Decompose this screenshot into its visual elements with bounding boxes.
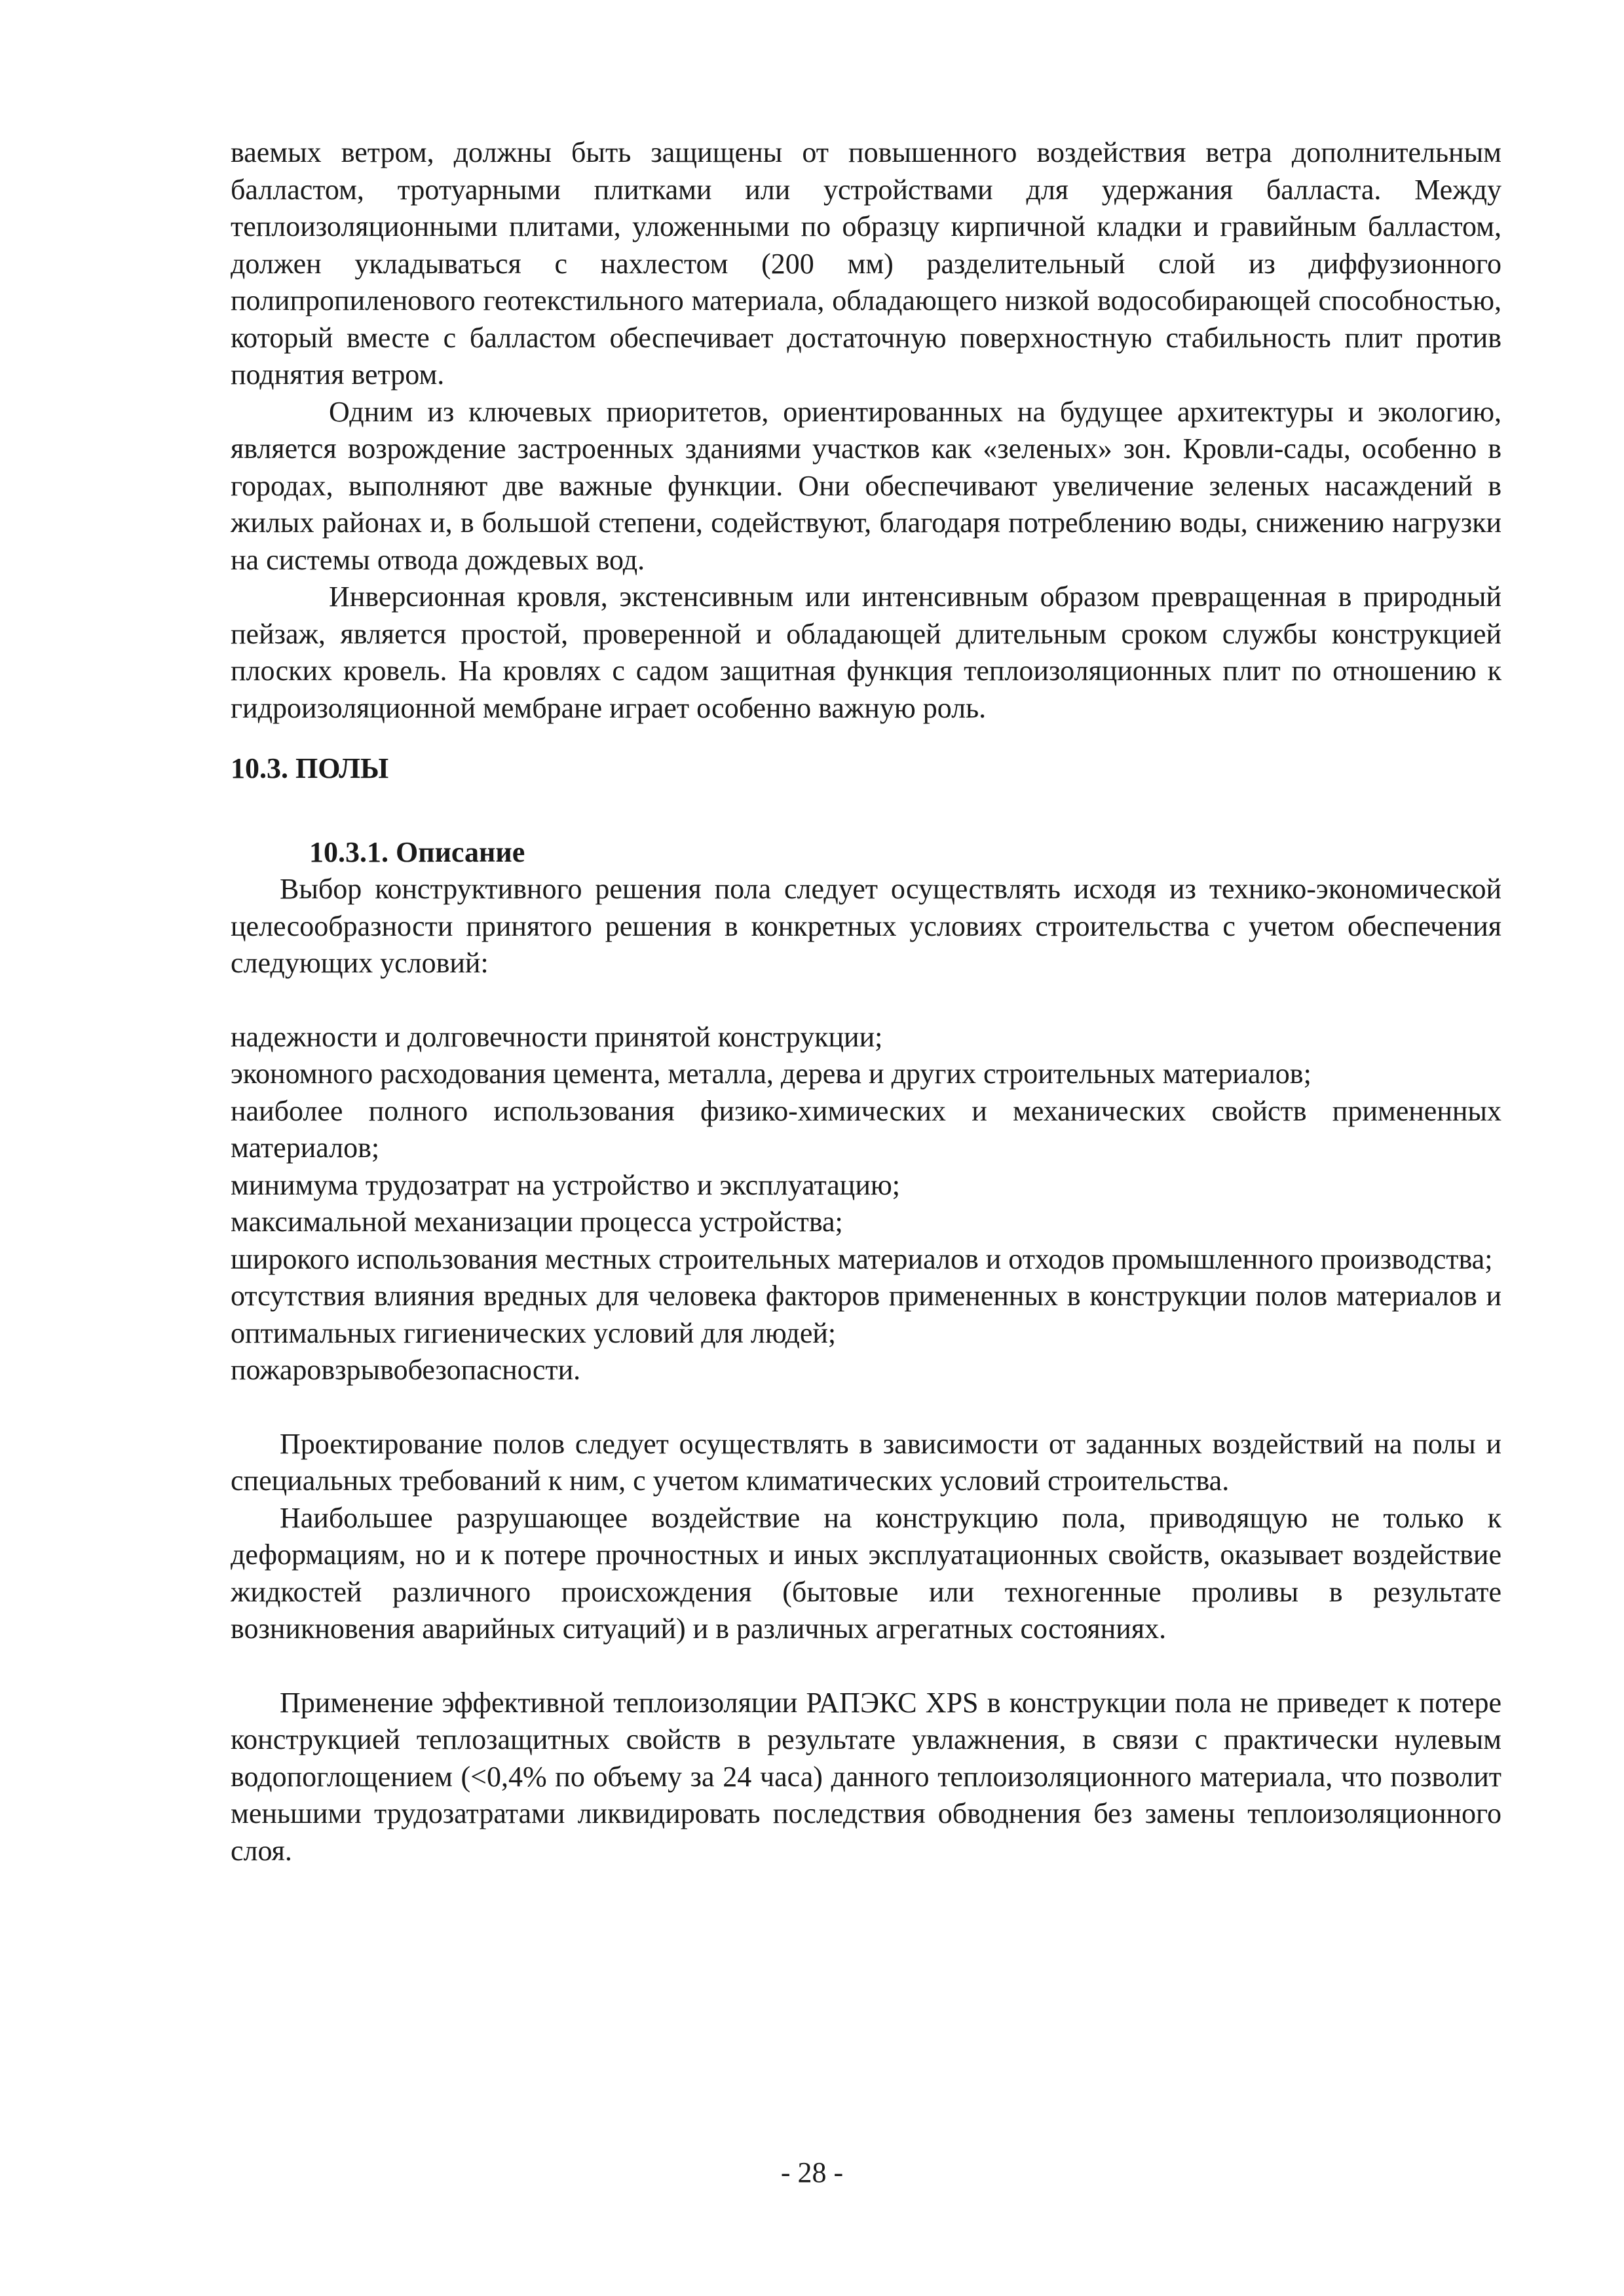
page-number: - 28 - bbox=[780, 2156, 844, 2189]
list-item: максимальной механизации процесса устройства; bbox=[231, 1206, 843, 1238]
list-item: широкого использования местных строительных материалов и отходов промышленного производства; bbox=[231, 1242, 1493, 1275]
subsection-heading: 10.3.1. Описание bbox=[309, 836, 525, 868]
spacer bbox=[231, 982, 1501, 1019]
list-item: надежности и долговечности принятой конструкции; bbox=[231, 1020, 883, 1053]
paragraph-ballast: ваемых ветром, должны быть защищены от повышенного воздействия ветра дополнительным балластом, тротуарными плитками или устройствами для удержания балласта. Между теплоизоляционными плитами, уложенными по образцу кирпичной кладки и гравийным балластом, должен укладываться с нахлестом (200 мм) разделительный слой из диффузионного полипропиленового геотекстильного материала, обладающего низкой водособирающей способностью, который вместе с балластом обеспечивает достаточную поверхностную стабильность плит против поднятия ветром. bbox=[231, 136, 1501, 391]
conditions-list bbox=[231, 1019, 1501, 1389]
paragraph-impact: Наибольшее разрушающее воздействие на конструкцию пола, приводящую не только к деформациям, но и к потере прочностных и иных эксплуатационных свойств, оказывает воздействие жидкостей различного происхождения (бытовые или техногенные проливы в результате возникновения аварийных ситуаций) и в различных агрегатных состояниях. bbox=[231, 1501, 1501, 1645]
paragraph-intro: Выбор конструктивного решения пола следует осуществлять исходя из технико-экономической целесообразности принятого решения в конкретных условиях строительства с учетом обеспечения следующих условий: bbox=[231, 873, 1501, 979]
section-heading: 10.3. ПОЛЫ bbox=[231, 752, 389, 784]
paragraph-design: Проектирование полов следует осуществлять в зависимости от заданных воздействий на полы и специальных требований к ним, с учетом климатических условий строительства. bbox=[231, 1427, 1501, 1497]
list-item: отсутствия влияния вредных для человека факторов примененных в конструкции полов материалов и оптимальных гигиенических условий для людей; bbox=[231, 1280, 1501, 1349]
list-item: экономного расходования цемента, металла, дерева и других строительных материалов; bbox=[231, 1058, 1312, 1090]
paragraph-inversion-roof: Инверсионная кровля, экстенсивным или интенсивным образом превращенная в природный пейзаж, является простой, проверенной и обладающей длительным сроком службы конструкцией плоских кровель. На кровлях с садом защитная функция теплоизоляционных плит по отношению к гидроизоляционной мембране играет особенно важную роль. bbox=[231, 581, 1501, 724]
paragraph-application: Применение эффективной теплоизоляции РАПЭКС XPS в конструкции пола не приведет к потере конструкцией теплозащитных свойств в результате увлажнения, в связи с практически нулевым водопоглощением (<0,4% по объему за 24 часа) данного теплоизоляционного материала, что позволит меньшими трудозатратами ликвидировать последствия обводнения без замены теплоизоляционного слоя. bbox=[231, 1686, 1501, 1867]
spacer bbox=[231, 1648, 1501, 1685]
spacer bbox=[231, 1389, 1501, 1426]
list-item: минимума трудозатрат на устройство и эксплуатацию; bbox=[231, 1168, 900, 1201]
list-item: пожаровзрывобезопасности. bbox=[231, 1354, 581, 1386]
paragraph-green-zones: Одним из ключевых приоритетов, ориентированных на будущее архитектуры и экологию, является возрождение застроенных зданиями участков как «зеленых» зон. Кровли-сады, особенно в городах, выполняют две важные функции. Они обеспечивают увеличение зеленых насаждений в жилых районах и, в большой степени, содействуют, благодаря потреблению воды, снижению нагрузки на системы отвода дождевых вод. bbox=[231, 395, 1501, 576]
list-item: наиболее полного использования физико-химических и механических свойств примененных материалов; bbox=[231, 1094, 1501, 1164]
page-content bbox=[231, 134, 1501, 1869]
